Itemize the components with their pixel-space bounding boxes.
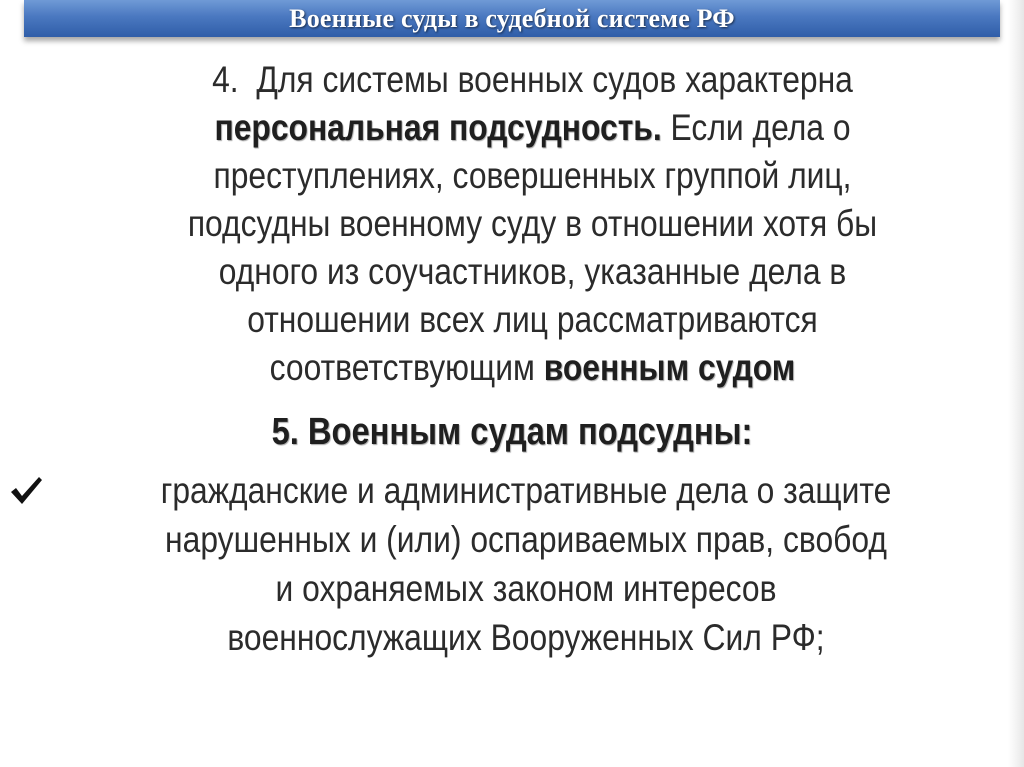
point-4-number: 4. bbox=[212, 59, 239, 100]
point-4-line-1 bbox=[126, 56, 939, 104]
check-mark-icon bbox=[8, 474, 44, 508]
personal-jurisdiction-term: персональная подсудность. bbox=[214, 107, 662, 148]
bullet-text bbox=[105, 466, 948, 662]
bullet-line-1: гражданские и административные дела о защите bbox=[160, 470, 892, 511]
point-4-line-7 bbox=[126, 344, 939, 392]
point-4-text-2: Если дела о bbox=[670, 107, 851, 148]
point-4-text-7: соответствующим bbox=[269, 347, 535, 388]
point-4-text-1: Для системы военных судов характерна bbox=[256, 59, 853, 100]
point-4-line-6: отношении всех лиц рассматриваются bbox=[247, 299, 818, 340]
slide-title: Военные суды в судебной системе РФ bbox=[289, 3, 735, 33]
bullet-line-2: нарушенных и (или) оспариваемых прав, свобод bbox=[165, 519, 887, 560]
military-court-term: военным судом bbox=[543, 347, 796, 388]
bullet-line-3: и охраняемых законом интересов bbox=[275, 568, 777, 609]
title-bar bbox=[24, 0, 1000, 37]
point-4-line-3: преступлениях, совершенных группой лиц, bbox=[213, 155, 852, 196]
bullet-line-4: военнослужащих Вооруженных Сил РФ; bbox=[227, 617, 825, 658]
point-4-line-4: подсудны военному суду в отношении хотя бы bbox=[187, 203, 878, 244]
slide-edge-shadow bbox=[1008, 0, 1024, 767]
point-4-line-5: одного из соучастников, указанные дела в bbox=[218, 251, 847, 292]
point-5-heading: 5. Военным судам подсудны: bbox=[271, 411, 753, 453]
point-4-line-2 bbox=[126, 104, 939, 152]
point-4-paragraph bbox=[126, 56, 939, 392]
